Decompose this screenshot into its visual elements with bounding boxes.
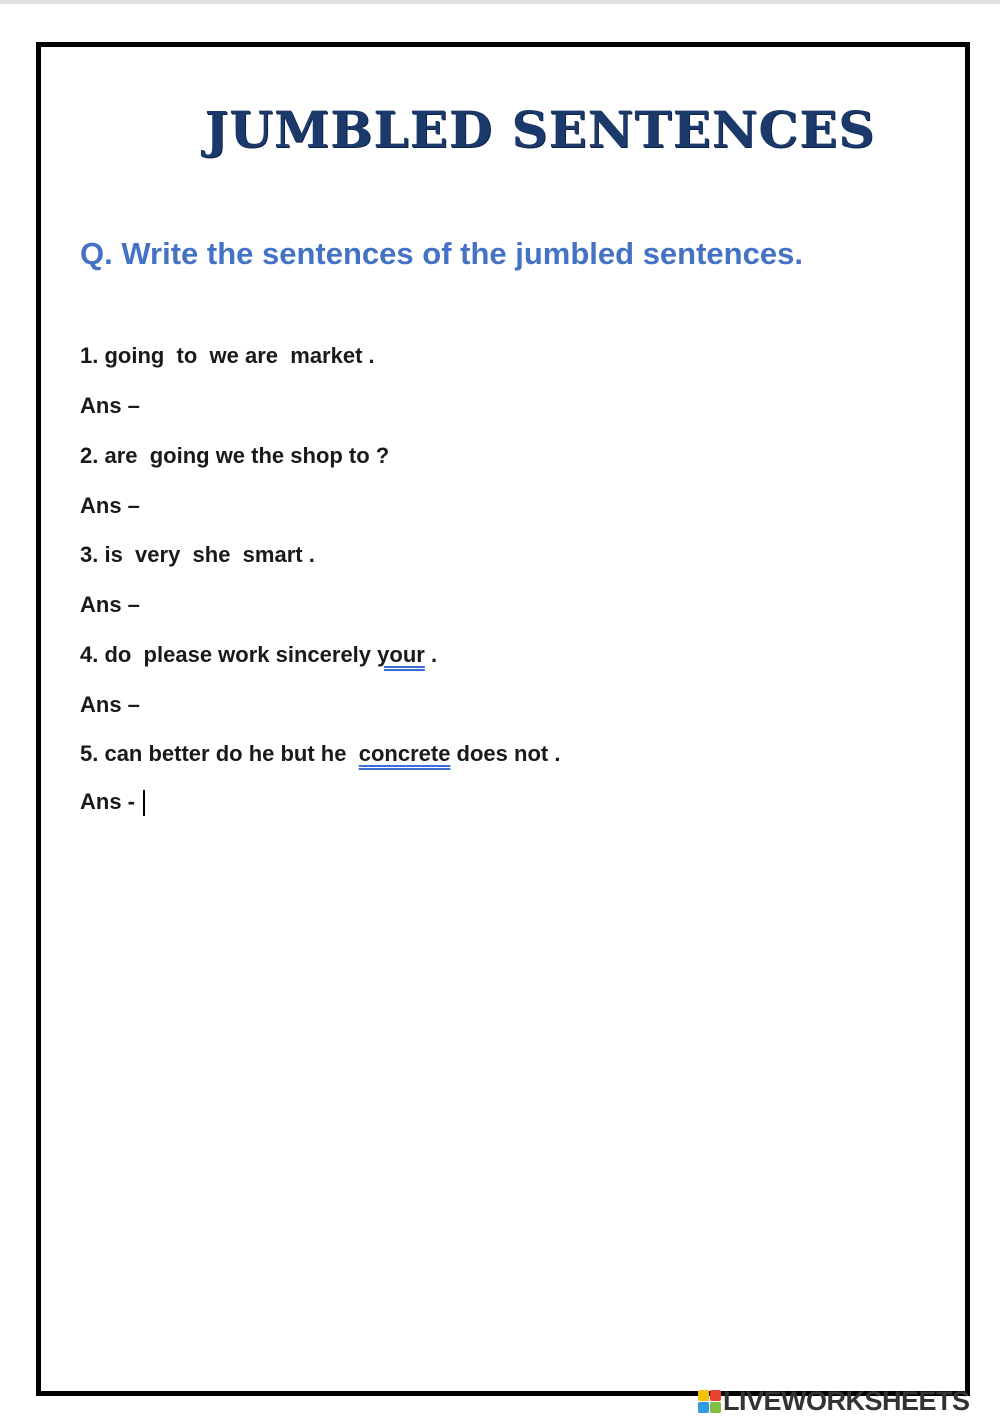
- sentence-text: 4. do please work sincerely: [80, 642, 378, 667]
- spellcheck-underlined-word: concrete: [358, 741, 451, 766]
- jumbled-sentence-1: [80, 343, 375, 369]
- question-heading: Q. Write the sentences of the jumbled sentences.: [80, 236, 803, 271]
- sentence-text-end: does not .: [450, 741, 561, 766]
- text-cursor: [143, 790, 145, 816]
- logo-square-red: [710, 1390, 721, 1401]
- spellcheck-underlined-word: your: [377, 642, 425, 667]
- sentence-text: 2. are going we the shop to ?: [80, 443, 390, 468]
- jumbled-sentence-5: [80, 741, 560, 767]
- top-divider: [0, 0, 1000, 4]
- watermark-text: LIVEWORKSHEETS: [723, 1385, 970, 1416]
- logo-square-blue: [698, 1402, 709, 1413]
- answer-line-3[interactable]: Ans –: [80, 592, 140, 617]
- logo-square-yellow: [698, 1390, 709, 1401]
- jumbled-sentence-2: [80, 443, 389, 469]
- jumbled-sentence-4: [80, 642, 437, 668]
- liveworksheets-watermark: [698, 1386, 970, 1416]
- sentence-text: 5. can better do he but he: [80, 741, 359, 766]
- answer-line-1[interactable]: Ans –: [80, 393, 140, 418]
- answer-line-4[interactable]: Ans –: [80, 692, 140, 717]
- answer-label: Ans -: [80, 789, 142, 814]
- answer-line-2[interactable]: Ans –: [80, 493, 140, 518]
- answer-line-5[interactable]: [80, 789, 145, 816]
- liveworksheets-logo-icon: [698, 1390, 721, 1413]
- sentence-text: 3. is very she smart .: [80, 542, 315, 567]
- logo-square-green: [710, 1402, 721, 1413]
- jumbled-sentence-3: [80, 542, 315, 568]
- page-title: JUMBLED SENTENCES: [204, 100, 876, 159]
- sentence-text: 1. going to we are market .: [80, 343, 375, 368]
- sentence-text-end: .: [424, 642, 438, 667]
